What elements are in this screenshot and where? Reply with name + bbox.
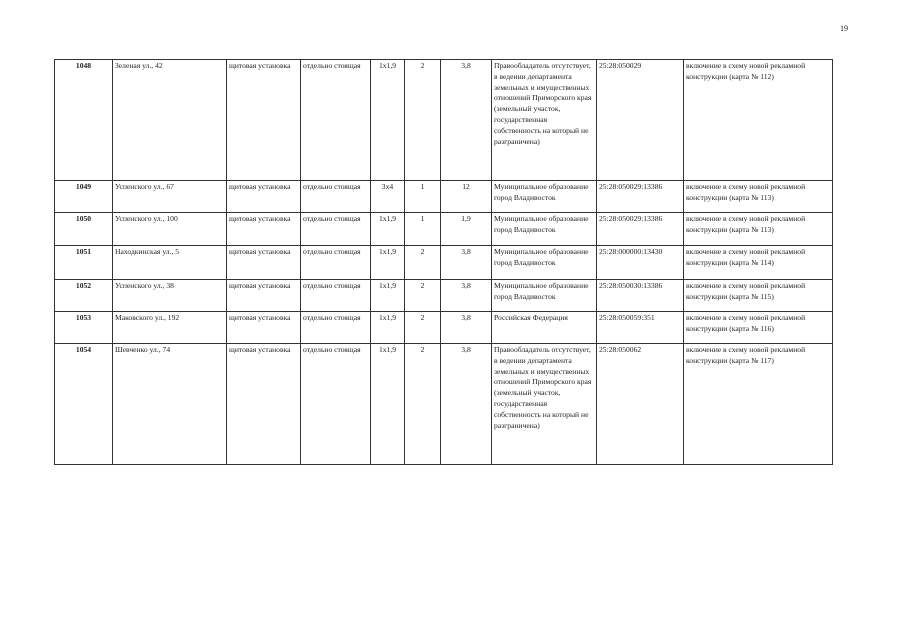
- row-number: 1051: [55, 246, 113, 280]
- owner-cell: Муниципальное образование город Владивосток: [492, 280, 597, 312]
- area-cell: 3,8: [441, 246, 492, 280]
- cadastral-number-cell: 25:28:050029: [597, 60, 684, 181]
- structure-type-cell: щитовая установка: [227, 312, 301, 344]
- table-row: [55, 312, 833, 344]
- address-cell: Шевченко ул., 74: [113, 344, 227, 465]
- placement-cell: отдельно стоящая: [301, 246, 371, 280]
- placement-cell: отдельно стоящая: [301, 213, 371, 246]
- row-number: 1053: [55, 312, 113, 344]
- placement-cell: отдельно стоящая: [301, 60, 371, 181]
- note-cell: включение в схему новой рекламной конструкции (карта № 115): [684, 280, 833, 312]
- owner-cell: Муниципальное образование город Владивосток: [492, 213, 597, 246]
- cadastral-number-cell: 25:28:050059:351: [597, 312, 684, 344]
- size-cell: 1х1,9: [371, 246, 405, 280]
- address-cell: Зеленая ул., 42: [113, 60, 227, 181]
- note-cell: включение в схему новой рекламной конструкции (карта № 114): [684, 246, 833, 280]
- sides-cell: 2: [405, 246, 441, 280]
- cadastral-number-cell: 25:28:050029:13386: [597, 213, 684, 246]
- note-cell: включение в схему новой рекламной конструкции (карта № 113): [684, 181, 833, 213]
- note-cell: включение в схему новой рекламной конструкции (карта № 113): [684, 213, 833, 246]
- structure-type-cell: щитовая установка: [227, 280, 301, 312]
- address-cell: Маковского ул., 192: [113, 312, 227, 344]
- area-cell: 3,8: [441, 280, 492, 312]
- structure-type-cell: щитовая установка: [227, 60, 301, 181]
- size-cell: 3х4: [371, 181, 405, 213]
- placement-cell: отдельно стоящая: [301, 181, 371, 213]
- note-cell: включение в схему новой рекламной конструкции (карта № 117): [684, 344, 833, 465]
- cadastral-number-cell: 25:28:050029:13386: [597, 181, 684, 213]
- size-cell: 1х1,9: [371, 280, 405, 312]
- row-number: 1049: [55, 181, 113, 213]
- owner-cell: Муниципальное образование город Владивосток: [492, 246, 597, 280]
- row-number: 1054: [55, 344, 113, 465]
- table-row: [55, 246, 833, 280]
- placement-cell: отдельно стоящая: [301, 312, 371, 344]
- row-number: 1048: [55, 60, 113, 181]
- table-row: [55, 213, 833, 246]
- area-cell: 12: [441, 181, 492, 213]
- owner-cell: Правообладатель отсутствует, в ведении департамента земельных и имущественных отношений Приморского края (земельный участок, государственная собственность на который не разграничена): [492, 60, 597, 181]
- sides-cell: 2: [405, 344, 441, 465]
- size-cell: 1х1,9: [371, 213, 405, 246]
- owner-cell: Муниципальное образование город Владивосток: [492, 181, 597, 213]
- owner-cell: Правообладатель отсутствует, в ведении департамента земельных и имущественных отношений Приморского края (земельный участок, государственная собственность на который не разграничена): [492, 344, 597, 465]
- cadastral-number-cell: 25:28:050062: [597, 344, 684, 465]
- address-cell: Успенского ул., 38: [113, 280, 227, 312]
- table-row: [55, 344, 833, 465]
- ad-structures-table: [54, 59, 833, 465]
- address-cell: Успенского ул., 67: [113, 181, 227, 213]
- structure-type-cell: щитовая установка: [227, 246, 301, 280]
- owner-cell: Российская Федерация: [492, 312, 597, 344]
- area-cell: 3,8: [441, 344, 492, 465]
- row-number: 1052: [55, 280, 113, 312]
- area-cell: 3,8: [441, 312, 492, 344]
- table-row: [55, 280, 833, 312]
- note-cell: включение в схему новой рекламной конструкции (карта № 116): [684, 312, 833, 344]
- cadastral-number-cell: 25:28:050030:13386: [597, 280, 684, 312]
- placement-cell: отдельно стоящая: [301, 344, 371, 465]
- table-row: [55, 181, 833, 213]
- address-cell: Успенского ул., 100: [113, 213, 227, 246]
- page-number: 19: [840, 24, 848, 33]
- size-cell: 1х1,9: [371, 60, 405, 181]
- structure-type-cell: щитовая установка: [227, 344, 301, 465]
- size-cell: 1х1,9: [371, 312, 405, 344]
- sides-cell: 2: [405, 312, 441, 344]
- table-row: [55, 60, 833, 181]
- note-cell: включение в схему новой рекламной конструкции (карта № 112): [684, 60, 833, 181]
- sides-cell: 2: [405, 280, 441, 312]
- cadastral-number-cell: 25:28:000000:13430: [597, 246, 684, 280]
- placement-cell: отдельно стоящая: [301, 280, 371, 312]
- address-cell: Находкинская ул., 5: [113, 246, 227, 280]
- area-cell: 3,8: [441, 60, 492, 181]
- structure-type-cell: щитовая установка: [227, 181, 301, 213]
- area-cell: 1,9: [441, 213, 492, 246]
- sides-cell: 2: [405, 60, 441, 181]
- structure-type-cell: щитовая установка: [227, 213, 301, 246]
- size-cell: 1х1,9: [371, 344, 405, 465]
- sides-cell: 1: [405, 181, 441, 213]
- sides-cell: 1: [405, 213, 441, 246]
- row-number: 1050: [55, 213, 113, 246]
